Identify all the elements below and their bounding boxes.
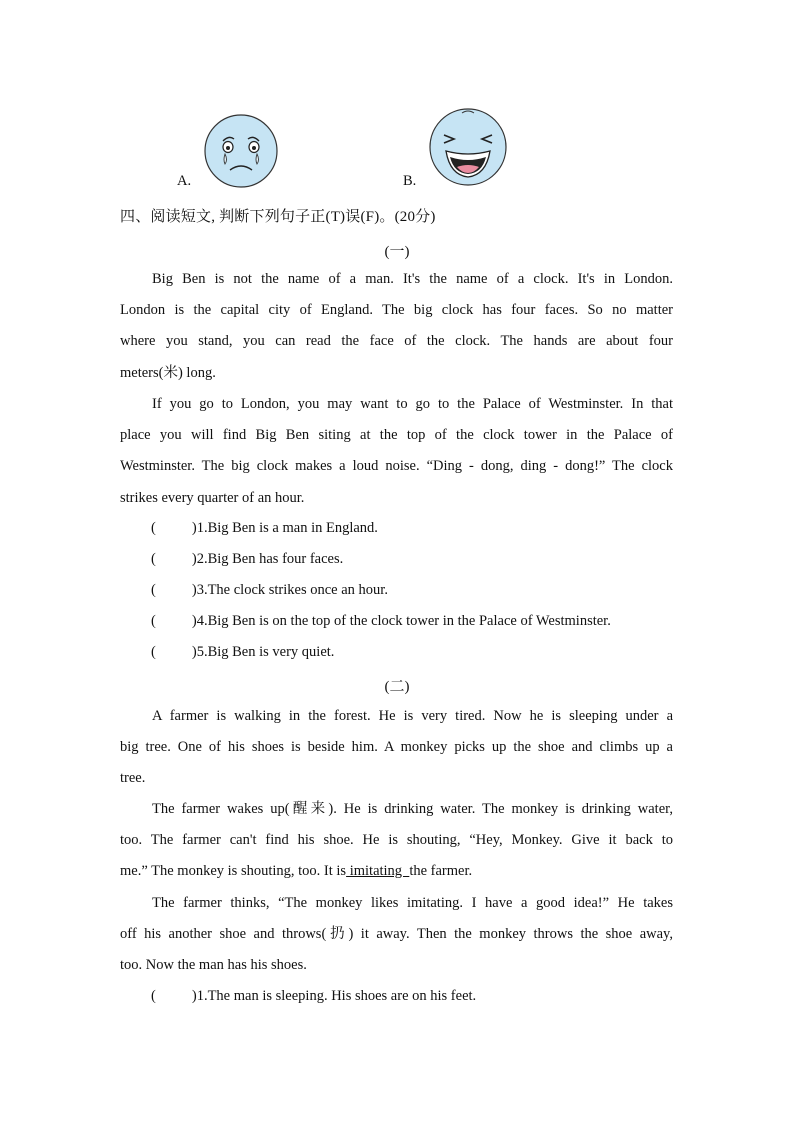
- part-one-paragraph-1: [120, 264, 673, 389]
- answer-paren-open: (: [151, 551, 156, 567]
- answer-paren-close: ): [191, 582, 197, 598]
- question-text: 3.The clock strikes once an hour.: [196, 582, 388, 598]
- answer-paren-close: ): [191, 988, 197, 1004]
- question-1-1: [151, 518, 378, 538]
- underlined-word: imitating: [346, 863, 410, 880]
- part-two-paragraph-2: [120, 794, 673, 888]
- text-line: tree.: [120, 770, 146, 787]
- text-line: where you stand, you can read the face of the clock. The hands are about four: [120, 333, 673, 350]
- answer-options: [0, 0, 794, 200]
- answer-paren-open: (: [151, 582, 156, 598]
- part-two-paragraph-3: [120, 888, 673, 982]
- answer-paren-close: ): [191, 613, 197, 629]
- text-line: A farmer is walking in the forest. He is very tired. Now he is sleeping under a: [152, 708, 673, 724]
- question-text: 1.The man is sleeping. His shoes are on his feet.: [196, 988, 477, 1004]
- question-2-1: [151, 986, 476, 1006]
- text-line: [120, 856, 673, 887]
- text-segment: the farmer.: [409, 863, 473, 880]
- question-text: 5.Big Ben is very quiet.: [196, 644, 335, 660]
- text-line: Westminster. The big clock makes a loud noise. “Ding - dong, ding - dong!” The clock: [120, 458, 673, 475]
- answer-paren-close: ): [191, 644, 197, 660]
- option-b-label: B.: [403, 173, 417, 189]
- answer-paren-close: ): [191, 520, 197, 536]
- text-line: Big Ben is not the name of a man. It's the name of a clock. It's in London.: [152, 271, 673, 287]
- answer-paren-open: (: [151, 613, 156, 629]
- answer-paren-close: ): [191, 551, 197, 567]
- question-1-5: [151, 642, 334, 662]
- answer-paren-open: (: [151, 988, 156, 1004]
- text-line: place you will find Big Ben siting at the top of the clock tower in the Palace of: [120, 427, 673, 444]
- question-1-3: [151, 580, 388, 600]
- question-1-4: [151, 611, 611, 631]
- text-line: too. Now the man has his shoes.: [120, 957, 307, 974]
- option-a-label: A.: [177, 173, 192, 189]
- text-line: The farmer thinks, “The monkey likes imitating. I have a good idea!” He takes: [152, 895, 673, 911]
- text-line: big tree. One of his shoes is beside him. A monkey picks up the shoe and climbs up a: [120, 739, 673, 756]
- question-text: 2.Big Ben has four faces.: [196, 551, 344, 567]
- question-text: 1.Big Ben is a man in England.: [196, 520, 378, 536]
- text-line: meters(米) long.: [120, 364, 216, 381]
- text-line: off his another shoe and throws(扔) it away. Then the monkey throws the shoe away,: [120, 926, 673, 943]
- part-one-paragraph-2: [120, 389, 673, 514]
- question-1-2: [151, 549, 343, 569]
- text-line: The farmer wakes up(醒来). He is drinking water. The monkey is drinking water,: [152, 801, 673, 817]
- answer-paren-open: (: [151, 520, 156, 536]
- laughing-face-icon: [428, 107, 508, 187]
- part-two-paragraph-1: [120, 701, 673, 795]
- text-segment: me.” The monkey is shouting, too. It is: [120, 863, 347, 880]
- section-heading: 四、阅读短文, 判断下列句子正(T)误(F)。(20分): [120, 209, 436, 225]
- part-two-title: (二): [384, 679, 410, 695]
- part-one-title: (一): [384, 244, 410, 260]
- answer-paren-open: (: [151, 644, 156, 660]
- text-line: London is the capital city of England. The big clock has four faces. So no matter: [120, 302, 673, 319]
- text-line: strikes every quarter of an hour.: [120, 489, 305, 506]
- crying-face-icon: [203, 113, 279, 189]
- text-line: If you go to London, you may want to go to the Palace of Westminster. In that: [152, 396, 673, 412]
- question-text: 4.Big Ben is on the top of the clock tower in the Palace of Westminster.: [196, 613, 611, 629]
- text-line: too. The farmer can't find his shoe. He is shouting, “Hey, Monkey. Give it back to: [120, 832, 673, 849]
